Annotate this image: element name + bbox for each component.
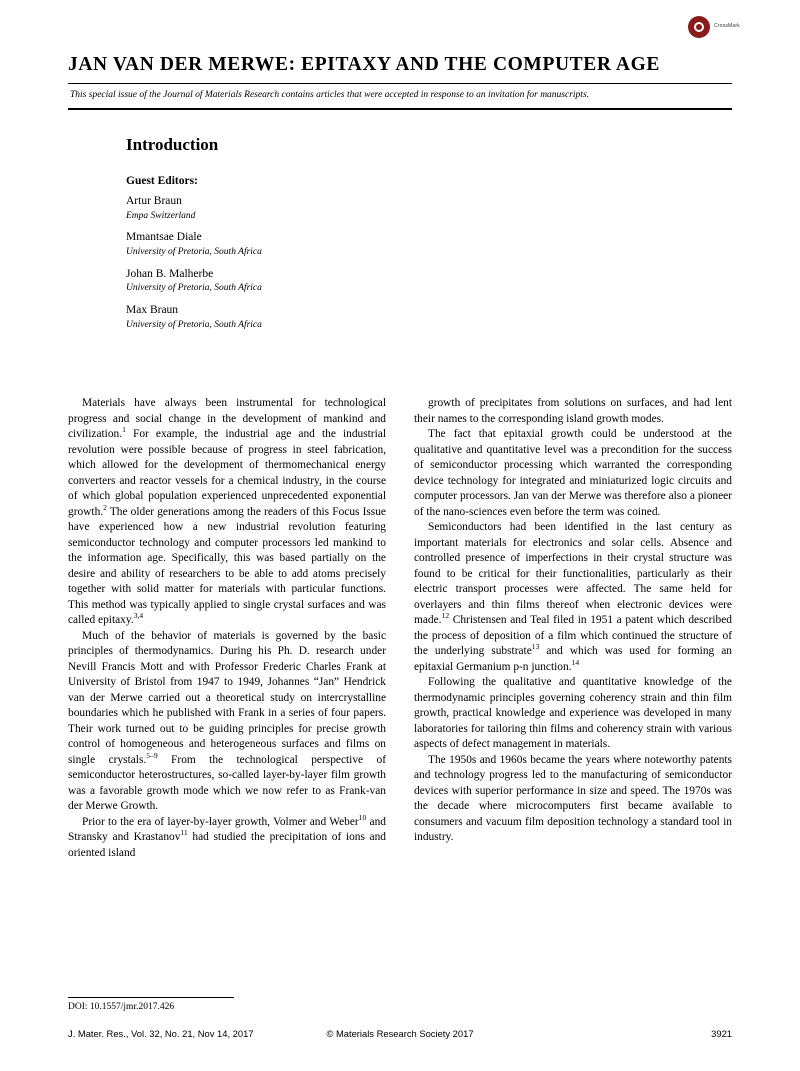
column-right [414,396,732,861]
paragraph: Following the qualitative and quantitative knowledge of the thermodynamic principles governing coherency strain and thin film growth, practical knowledge and experience was developed in many laboratories for tailoring thin films and coherency strain with various aspects of defect management in materials. [414,676,732,750]
guest-editors-list [126,194,426,339]
title-rule-top [68,83,732,84]
list-item [126,267,426,295]
paragraph: Semiconductors had been identified in the last century as important materials for electronics and solar cells. Absence and controlled presence of imperfections in their crystal structure was found to be critical for their functionalities, particularly as their electric transport processes were affected. The same held for overlayers and thin films thereof when electronic devices were made.$^{12}$ Christensen and Teal filed in 1951 a patent which described the process of deposition of a film which continued the structure of the underlying substrate$^{13}$ and which was used for forming an epitaxial Germanium p-n junction.$^{14}$ [414,521,732,673]
paragraph: Prior to the era of layer-by-layer growth, Volmer and Weber$^{10}$ and Stransky and Krastanov$^{11}$ had studied the precipitation of ions and oriented island [68,812,386,859]
guest-editors-label: Guest Editors: [126,175,198,187]
doi-text: DOI: 10.1557/jmr.2017.426 [68,1002,175,1012]
editor-affiliation: University of Pretoria, South Africa [126,319,262,330]
crossmark-label: CrossMark [714,23,740,30]
list-item [126,230,426,258]
footer-page-number: 3921 [711,1028,732,1039]
editor-name: Mmantsae Diale [126,231,202,244]
column-left [68,396,386,861]
page-title: JAN VAN DER MERWE: EPITAXY AND THE COMPUTER AGE [68,54,660,75]
crossmark-badge[interactable] [688,14,746,40]
paragraph: The 1950s and 1960s became the years where noteworthy patents and technology progress led to the manufacturing of semiconductor devices with superior performance in size and speed. The 1970s was the decade where microcomputers first became available to consumers and vacuum film deposition technology a standard tool in industry. [414,753,732,843]
section-heading: Introduction [126,135,219,154]
paragraph: growth of precipitates from solutions on surfaces, and had lent their names to the corresponding island growth modes. [414,397,732,425]
editor-name: Max Braun [126,303,179,316]
title-rule-bottom [68,108,732,110]
editor-affiliation: Empa Switzerland [126,210,196,221]
list-item [126,194,426,222]
list-item [126,303,426,331]
issue-note: This special issue of the Journal of Materials Research contains articles that were accepted in response to an invitation for manuscripts. [70,90,590,100]
page-footer [68,1028,732,1039]
footer-journal: J. Mater. Res., Vol. 32, No. 21, Nov 14, 2017 [68,1028,254,1039]
editor-affiliation: University of Pretoria, South Africa [126,246,262,257]
body-columns [68,396,732,861]
paragraph: Materials have always been instrumental for technological progress and social change in the development of mankind and civilization.$^1$ For example, the industrial age and the industrial revolution were possible because of progress in steel fabrication, which allowed for the development of thermomechanical energy converters and reactor vessels for a chemical industry, in the course of which global population experienced unprecedented exponential growth.$^2$ The older generations among the readers of this Focus Issue have experienced how a new industrial revolution featuring semiconductor technology and computer processors led mankind to the information age. Specifically, this was based partially on the desire and ability of researchers to be able to add atoms precisely together with solid matter for materials with particular functions. This method was typically applied to single crystal surfaces and was called epitaxy.$^{3,4}$ [68,397,386,626]
editor-name: Johan B. Malherbe [126,267,214,280]
editor-affiliation: University of Pretoria, South Africa [126,283,262,294]
editor-name: Artur Braun [126,195,182,207]
footer-copyright: © Materials Research Society 2017 [326,1028,474,1039]
crossmark-icon [688,16,710,38]
paragraph: Much of the behavior of materials is governed by the basic principles of thermodynamics. During his Ph. D. research under Nevill Francis Mott and with Professor Frederic Charles Frank at University of Bristol from 1947 to 1949, Johannes “Jan” Hendrick van der Merwe carried out a theoretical study on intercrystalline boundaries which he published with Frank in a series of four papers. Their work turned out to be guiding principles for precise growth control of homogeneous and heterogeneous surfaces and films on single crystals.$^{5-9}$ From the technological perspective of semiconductor heterostructures, so-called layer-by-layer film growth was a favorable growth mode which we now refer to as Frank-van der Merwe Growth. [68,629,386,812]
doi-rule [68,997,234,998]
paragraph: The fact that epitaxial growth could be understood at the qualitative and quantitative level was a precondition for the success of semiconductor processing which warranted the corresponding device technology for integrated and miniaturized logic circuits and computer processors. Jan van der Merwe was therefore also a pioneer of the nano-sciences even before the term was coined. [414,428,732,518]
